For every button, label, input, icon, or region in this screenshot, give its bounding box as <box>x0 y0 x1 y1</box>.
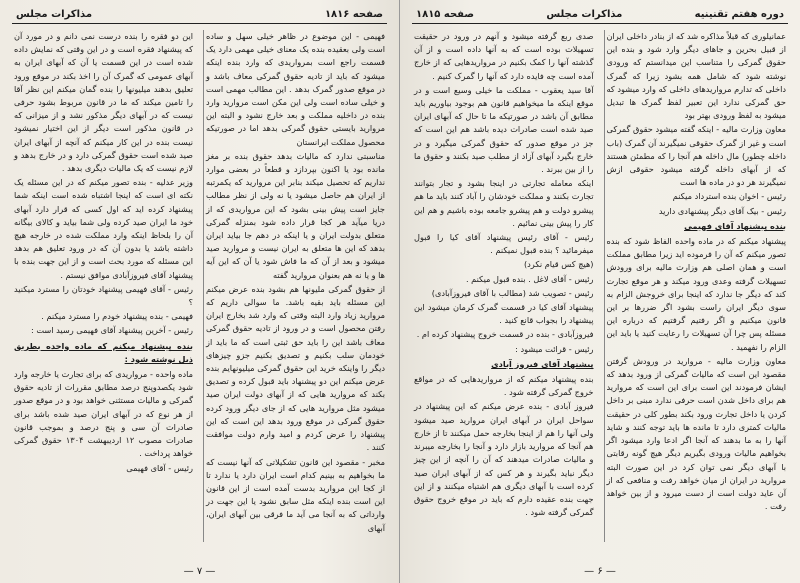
paragraph: وزیر عدلیه - بنده تصور میکنم که در این مسئله یک نکته ای است که اینجا اشتباه شده است اینکه شما پیشنهاد کرده اید که اول کسی که قرار دارد آبهای خود ما ایران صید کرده ولی شما بیاید و کالای بیگانه آن را بلحاظ اینکه وارد مملکت شده در خارجه هیچ داشته باشد یا بدون آن که در ورود تعلیق هم بدهد این مسئله که مورد بحث است و از این جهت بنده با پیشنهاد آقای فیروزآبادی موافق نیستم . <box>14 177 193 280</box>
paragraph: فهیمی - این موضوع در ظاهر خیلی سهل و ساده است ولی بعقیده بنده یک معنای خیلی مهمی دارد یک قسمت راجع است بمرواریدی که وارد بنده اینکه میشود که باید از تادیه حقوق گمرکی معاف باشد و در موقع صدور گمرک بدهد . این مطالب مهمی است و خیلی ساده است ولی این مکن است مروارید وارد بنده در داخلیه مملکت و بعد خارج نشود و البته این مروارید بایستی حقوق گمرکی بدهد اما در صورتیکه محصول مملکت ایرانستان <box>206 31 385 147</box>
right-page-right-column <box>604 30 789 542</box>
paragraph: پیشنهاد آقای کیا در قسمت گمرک کرمان میشود این پیشنهاد را بجواب قانع کنید . <box>414 302 594 326</box>
left-page-session: مذاکرات مجلس <box>16 9 93 20</box>
paragraph: رئیس - تصویب شد (مطالب با آقای فیروزآبادی) <box>431 287 594 298</box>
paragraph: اینکه معامله تجارتی در اینجا بشود و تجار بتوانند تجارت بکنند و مملکت خودشان را آباد کنند باید ما هم پیشرو دولت و هم پیشرو جامعه بوده باشیم و هم این کار را پیش بینی نمائیم . <box>414 178 594 228</box>
right-page-session: مذاکرات مجلس <box>546 9 623 20</box>
subheading: بنده پیشنهاد آقای فهیمی <box>684 220 786 231</box>
paragraph: رئیس - آقای لاغل . بنده قبول میکنم . <box>465 273 594 284</box>
paragraph: رئیس - آقای رئیس پیشنهاد آقای کیا را قبول میفرمائید ؟ بنده قبول نمیکنم . <box>414 232 594 256</box>
paragraph: فیروز آبادی - بنده عرض میکنم که این پیشنهاد در سواحل ایران در آبهای ایران مروارید صید میشود ولی آنها را هم از اینجا بخارجه حمل میکنند تا از خارج هم آنجا که مروارید بازار دارد و آنجا را بخارجه میبرند و مالیات صادرات میدهند که آن را آنچه از این چیز دیگر نباید بگیرند و هر کس که از آبهای ایران صید کرده است با آبهای دیگری هم اشتباه میکنند و از این جهت بنده عقیده دارم که باید در موقع خروج حقوق گمرکی گرفته شود . <box>414 401 594 518</box>
paragraph: بنده پیشنهاد میکنم که از مرواریدهایی که در مواقع خروج گمرکی گرفته شود . <box>414 374 594 398</box>
paragraph: از حقوق گمرکی ملیونها هم بشود بنده عرض میکنم این مسئله باید بقیه باشد. ما سوالی داریم که مروارید زیاد وارد البته وقتی که وارد شد بخارج ایران رفتن محصول است و در ورود از تادیه حقوق گمرکی معاف باشد این را باید حق ثبتی است که ما باید از خودمان سلب بکنیم و تصدیق بکنیم جزو چیزهای دیگر را واینکه خرید این حقوق گمرکی میلیونهایم بنده عرض میکنم این دو پیشنهاد باید قبول کرده و تصدیق بکند که مروارید هایی که از آبهای دولت ایران صید میشود مثل مروارید هایی که از جای دیگر ورود کرده حقوق گمرکی در موقع ورود بدهد این است که این پیشنهاد را عرض کردم و امید وارم دولت موافقت کنند . <box>206 283 385 453</box>
left-page-header <box>12 8 387 24</box>
right-page-title: دوره هفتم تقنینیه <box>694 9 784 20</box>
paragraph: مخبر - مقصود این قانون تشکیلاتی که آنها نیست که ما بخواهیم به بینیم کدام است ایران دارد یا ندارد تا از کجا این مروارید بدست آمده است از این قانون این است بنده اینکه مثل سابق نشود یا این جهت در وارداتی که به آنجا می آید ما فرقی بین آبهای ایران، آبهای <box>206 456 385 533</box>
right-page-columns <box>412 30 788 542</box>
paragraph: رئیس - آقای فهیمی <box>126 462 193 473</box>
right-page <box>400 0 800 583</box>
subheading: بنده پیشنهاد میکنم که ماده واحده بطریق ذیل نوشته شود : <box>14 340 193 364</box>
left-page-left-column <box>12 30 195 542</box>
subheading: پیشنهاد آقای فیروز آبادی <box>491 358 594 369</box>
right-page-footer: — ۶ — <box>584 566 616 577</box>
right-page-header <box>412 8 788 24</box>
paragraph: رئیس - اخوان بنده استرداد میکنم <box>672 191 786 202</box>
paragraph: مناسبتی ندارد که مالیات بدهد حقوق بنده بر مغز مانده بود یا اکنون بپردازد و قطعاً در بعضی موارد نداریم که تحصیل میکند بنابر این مروارید که یکمرتبه از ایران هم حاصل میشود یا نه ولی از نظر مطالب جایز است پیش بینی بشود که این مرواریدی که از دریا میآید هر کجا قرار داده شود بمنزله گمرکی متعلق بدولت ایران و یا اینکه در دهم جا بیاید ایران بدهد که این ها متعلق به ایران نیست و مروارید صید میشود و بعد از آن که ما فاش شود یا آن که این آیه ها و یا نه هم بعنوان مروارید گفته <box>206 150 385 280</box>
paragraph: صدی ربع گرفته میشود و آنهم در ورود در حقیقت تسهیلات بوده است که به آنها داده است و از آن گذشته آنها را کمک بکنیم در مرواریدهایی که از خارج آمده است چه فایده دارد که آنها را گمرک کنیم . <box>414 31 594 81</box>
paragraph: رئیس - قرائت میشود : <box>515 343 594 354</box>
left-page-footer: — ۷ — <box>183 566 216 577</box>
left-page-right-column <box>203 30 387 542</box>
paragraph: (هیچ کس قیام نکرد) <box>523 259 594 270</box>
right-page-left-column <box>412 30 596 542</box>
paragraph: رئیس - آقای فهیمی پیشنهاد خودتان را مسترد میکنید ؟ <box>14 283 193 308</box>
paragraph: این دو فقره را بنده درست نمی دانم و در مورد آن که پیشنهاد فقره است و در این وقتی که نمایش داده شده است در این قسمت یا آن که آبهای ایران به آبهای عمومی که گمرک آن را اخذ بکند در موقع ورود تعلیق بدهند میلیونها را بنده گمان میکنم این نظر آقا را تامین میکند که ما در قانون مربوط بشود حرفی نیست که در آبهای دیگر مذکور نشد و از میزانی که در قانون مذکور است دیگر از این اختیار نمیشود نیست بنده در این کار میکنم که آنچه از آبهای ایران صید شده است حقوق گمرکی دارد و در خارج بدهد و لازم نیست که یک مالیات دیگری بدهد . <box>14 31 193 174</box>
paragraph: معاون وزارت مالیه - مروارید در ورودش گرفتن مقصود این است که مالیات گمرکی از ورود بدهد که ایشان فرمودند این است برای این است که مروارید هم برای داخل شدن است حرفی ندارد مبنی بر داخل کردن یا داخل تجارت ورود بکند بطور کلی در حقیقت مالیات کمتری دارد تا مانده ها باید توجه کنند و شاید آنها را به ما بدهند که آنجا اگر ادعا وارد میشود اگر بخواهیم مالیات ورودی بگیریم دیگر هیچ گونه رقابتی با آبهای دیگر نمی توان کرد در این صورت البته مروارید در ایران از میان خواهد رفت و منافعی که از آن عاید دولت است از دست میرود و از بین خواهد رفت . <box>606 355 786 512</box>
left-page-number: صفحه ۱۸۱۶ <box>324 9 383 20</box>
paragraph: آقا سید یعقوب - مملکت ما خیلی وسیع است و در موقع اینکه ما میخواهیم قانون هم بوجود بیاوریم باید مطابق آن باشد در صورتیکه ما تا حال که آبهای ایران صید شده است صادرات دیده باشد هم این است که جز در موقع صدور که حقوق گمرکی میگیرد و در خارج بگیرد آبهای آزاد از مطلب صید بکنند و حقوق ما را از بین ببرند . <box>414 84 594 175</box>
paragraph: عمانیلوری که قبلاً مذاکره شد که از بنادر داخلی ایران از قبیل بحرین و جاهای دیگر وارد شود و بنده این حقوق گمرکی را متناسب این میدانستم که ورودی نوشته شود که شامل همه بشود زیرا که گمرک داخلی که تدارم مرواریدهای داخلی که وارد میشود که حق گمرکی ندارد این تعبیر لفظ گمرک ها تبدیل میشود به لفظ ورودی بهتر بود <box>606 31 786 121</box>
paragraph: ماده واحده - مرواریدی که برای تجارت یا خارجه وارد شود یکصدوپنج درصد مطابق مقررات از تادیه حقوق گمرکی و مالیات مستثنی خواهد بود و در موقع صدور از هر نوع که در آبهای ایران صید شده باشد برای صادرات آن سی و پنج درصد و بموجب قانون صادرات مصوب ۱۲ اردیبهشت ۱۳۰۴ حقوق گمرکی خواهد پرداخت . <box>14 369 193 459</box>
paragraph: رئیس - آخرین پیشنهاد آقای فهیمی رسید است : <box>30 325 193 336</box>
paragraph: معاون وزارت مالیه - اینکه گفته میشود حقوق گمرکی است و غیر از گمرک حقوقی نمیگیرند آن گمرک (باب داخله چطور) مال داخله هم آنجا را که مطمئن هستند که از آبهای داخله گرفته میشود حقوقی ازش نمیگیرند هر دو در ماده ها است <box>606 124 786 188</box>
paragraph: پیشنهاد میکنم که در ماده واحده الفاظ شود که بنده تصور میکنم که آن را فرموده اید زیرا مطابق مملکت است و همان اصلی هم وزارت مالیه برای ورودش تسهیلات گرفته وعدی ورود میکند و هر موقع تجارت کند که دیگر جا ندارد که اینجا برای خروجش الزام به سوی دیگر ایران راست بشود اگر ضررها بر این قانون میکنیم و اگر رفتیم گرفتیم که درباره این مسئله پس چرا آن تسهیلات را رعایت کنید یا باید این الزام را نفهمید . <box>606 236 786 352</box>
paragraph: فهیمی - بنده پیشنهاد خودم را مسترد میکنم . <box>41 311 193 322</box>
right-page-number: صفحه ۱۸۱۵ <box>416 9 475 20</box>
paragraph: فیروزآبادی - بنده در قسمت خروج پیشنهاد کرده ام . <box>416 329 594 340</box>
paragraph: رئیس - بیک آقای دیگر پیشنهادی دارید <box>658 205 786 216</box>
left-page-columns <box>12 30 387 542</box>
